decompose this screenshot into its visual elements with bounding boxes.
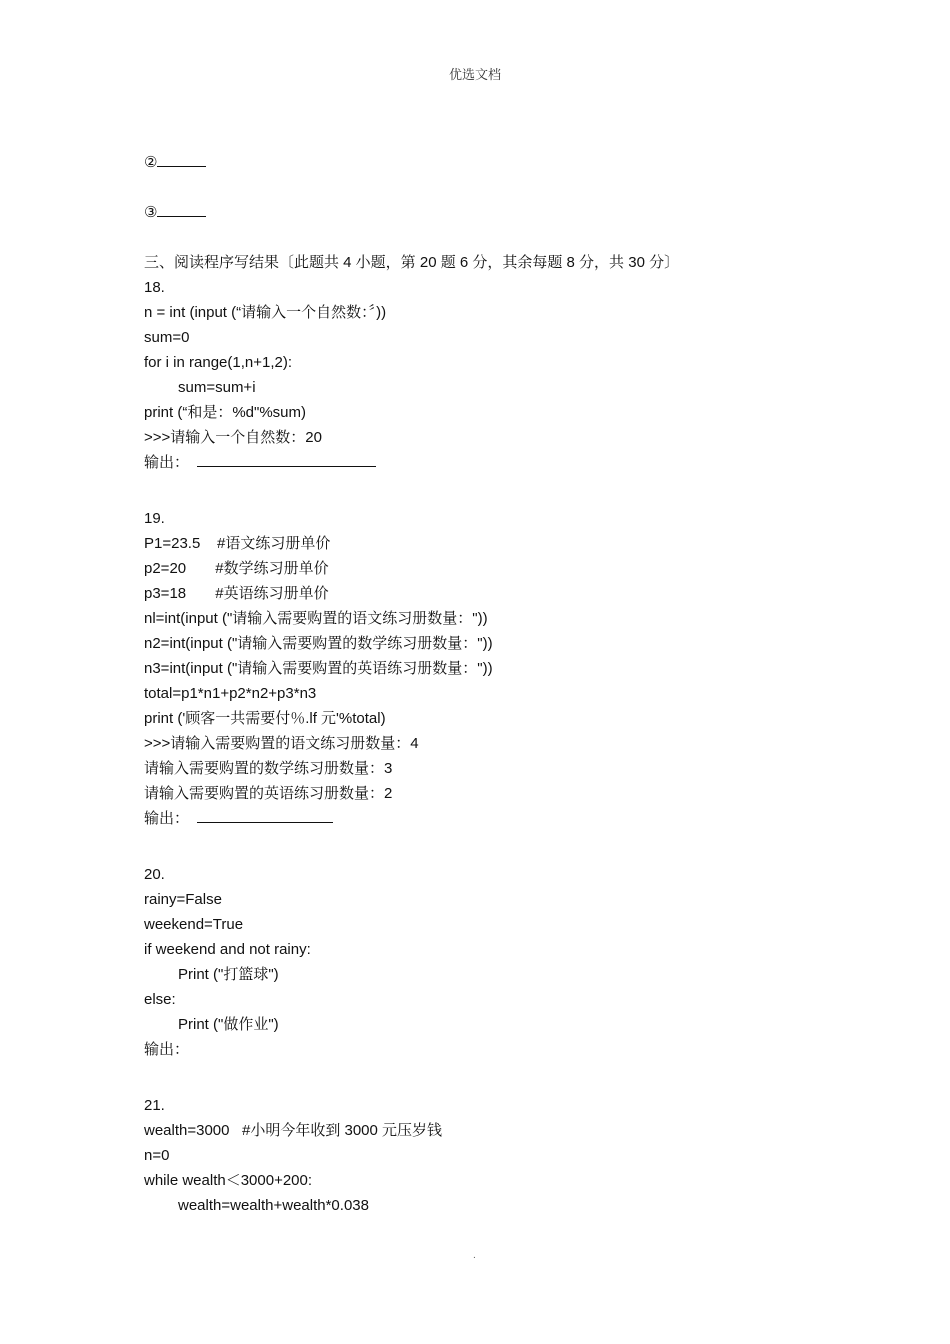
code-line: total=p1*n1+p2*n2+p3*n3 [144, 685, 317, 702]
fill-blank-3 [144, 200, 784, 225]
code-line: while wealth＜3000+200: [144, 1172, 313, 1189]
code-line: p2=20 #数学练习册单价 [144, 560, 329, 577]
code-line: print (“和是：%d"%sum) [144, 404, 307, 421]
output-label: 输出： [144, 1041, 190, 1058]
code-line: p3=18 #英语练习册单价 [144, 585, 329, 602]
document-body [144, 150, 784, 1218]
code-line: 请输入需要购置的英语练习册数量：2 [144, 785, 393, 802]
code-line: print ('顾客一共需要付％.lf 元'%total) [144, 710, 386, 727]
code-line: n3=int(input ("请输入需要购置的英语练习册数量：")) [144, 660, 493, 677]
output-label: 输出： [144, 810, 190, 827]
code-line: >>>请输入一个自然数：20 [144, 429, 322, 446]
section-title: 三、阅读程序写结果〔此题共 4 小题，第 20 题 6 分，其余每题 8 分，共 30 分〕 [144, 254, 680, 271]
question-number-18: 18. [144, 279, 165, 296]
code-line: n = int (input (“请输入一个自然数：〞)) [144, 304, 387, 321]
code-line: weekend=True [144, 916, 244, 933]
code-line: Print ("做作业") [178, 1016, 279, 1033]
circled-number-3: ③ [144, 204, 158, 221]
code-line: for i in range(1,n+1,2): [144, 354, 293, 371]
code-line: n=0 [144, 1147, 170, 1164]
answer-blank [197, 452, 376, 467]
code-line: if weekend and not rainy: [144, 941, 311, 958]
code-line: else: [144, 991, 176, 1008]
code-line: sum=sum+i [178, 379, 256, 396]
code-line: rainy=False [144, 891, 222, 908]
code-line: wealth=3000 #小明今年收到 3000 元压岁钱 [144, 1122, 443, 1139]
question-number-21: 21. [144, 1097, 165, 1114]
answer-blank [197, 808, 333, 823]
code-line: wealth=wealth+wealth*0.038 [178, 1197, 369, 1214]
page-footer-mark: . [473, 1250, 476, 1261]
output-label: 输出： [144, 454, 190, 471]
code-line: n2=int(input ("请输入需要购置的数学练习册数量：")) [144, 635, 493, 652]
code-line: 请输入需要购置的数学练习册数量：3 [144, 760, 393, 777]
code-line: P1=23.5 #语文练习册单价 [144, 535, 331, 552]
fill-blank-2 [144, 150, 784, 175]
output-line [144, 450, 784, 475]
question-number-20: 20. [144, 866, 165, 883]
code-line: sum=0 [144, 329, 190, 346]
code-line: Print ("打篮球") [178, 966, 279, 983]
code-line: nl=int(input ("请输入需要购置的语文练习册数量：")) [144, 610, 488, 627]
page-header: 优选文档 [448, 67, 501, 82]
code-line: >>>请输入需要购置的语文练习册数量：4 [144, 735, 419, 752]
circled-number-2: ② [144, 154, 158, 171]
answer-blank [157, 152, 206, 167]
question-number-19: 19. [144, 510, 165, 527]
output-line [144, 806, 784, 831]
answer-blank [157, 202, 206, 217]
